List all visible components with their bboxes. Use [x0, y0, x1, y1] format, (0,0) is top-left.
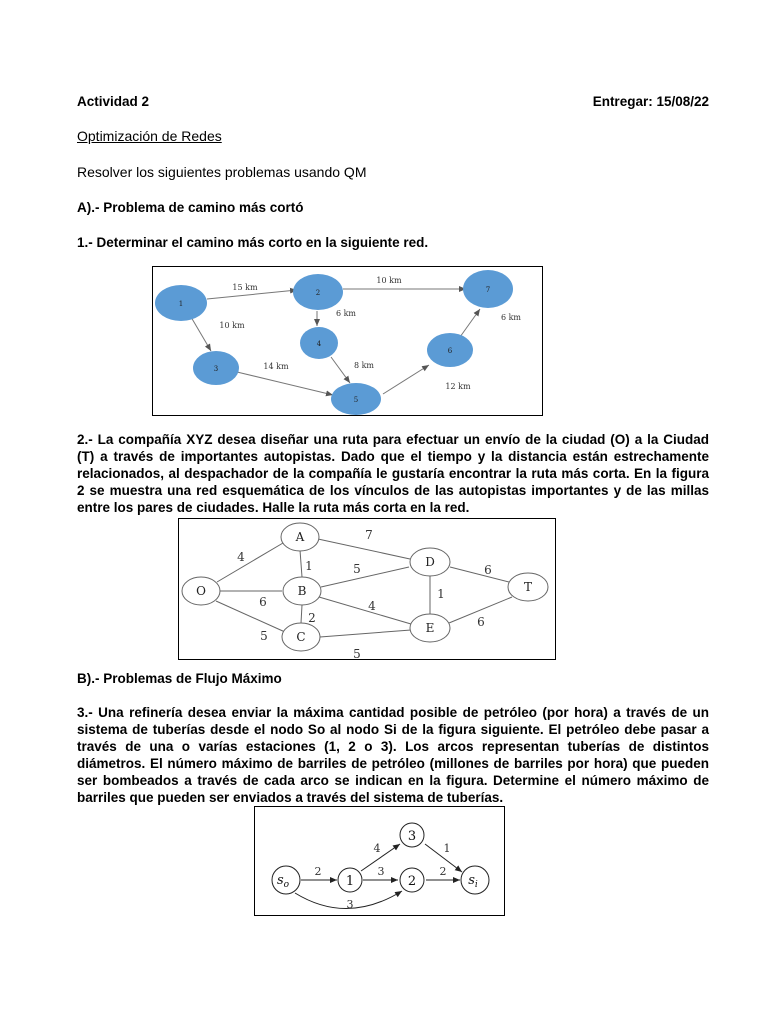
- problem-1-text: 1.- Determinar el camino más corto en la siguiente red.: [77, 235, 429, 250]
- edge-label-3-5: 14 km: [263, 362, 289, 371]
- node-C-label: C: [296, 630, 306, 644]
- node-4-label: 4: [316, 340, 322, 348]
- edge-D-T: [450, 567, 509, 582]
- edge-B-C: [301, 605, 302, 623]
- edge-label-1-2: 15 km: [232, 283, 258, 292]
- edge-label-1-3: 10 km: [219, 321, 245, 330]
- edge-label-1-2: 3: [377, 865, 385, 878]
- edge-label-B-C: 2: [308, 611, 316, 625]
- node-1-label: 1: [178, 300, 184, 308]
- node-si-label: $s_i$: [468, 873, 478, 890]
- node-1-label: 1: [345, 874, 355, 889]
- edge-B-E: [319, 597, 411, 624]
- edge-label-2-7: 10 km: [376, 276, 402, 285]
- node-E-label: E: [425, 621, 435, 635]
- problem-2-text: 2.- La compañía XYZ desea diseñar una ruta para efectuar un envío de la ciudad (O) a la Ciudad (T) a través de importantes autopistas. Dado que el tiempo y la distancia están estrechamente relacionados, al despachador de la compañía le gustaría encontrar la ruta más corta. En la figura 2 se muestra una red esquemática de los vínculos de las autopistas importantes y de las millas entre los pares de ciudades. Halle la ruta más corta en la red.: [77, 432, 709, 515]
- figure-3-flow-network: [254, 806, 505, 916]
- figure-1-network: [152, 266, 543, 416]
- edge-A-D: [318, 539, 410, 559]
- edge-label-B-D: 5: [353, 562, 361, 576]
- subtitle: Resolver los siguientes problemas usando QM: [77, 164, 367, 180]
- due-date: Entregar: 15/08/22: [592, 94, 709, 109]
- node-3-label: 3: [407, 829, 417, 844]
- edge-label-so-1: 2: [314, 865, 322, 878]
- edge-label-so-2: 3: [346, 898, 354, 911]
- edge-label-4-5: 8 km: [353, 361, 375, 370]
- node-2-label: 2: [315, 289, 321, 297]
- activity-label: Actividad 2: [77, 94, 150, 109]
- node-3-label: 3: [213, 365, 219, 373]
- node-7-label: 7: [485, 286, 491, 294]
- section-b-heading: B).- Problemas de Flujo Máximo: [77, 671, 282, 686]
- edge-label-O-C: 5: [260, 629, 268, 643]
- edge-O-A: [217, 543, 283, 582]
- edge-label-B-E: 4: [368, 599, 376, 613]
- node-A-label: A: [295, 530, 305, 544]
- edge-label-A-D: 7: [365, 528, 373, 542]
- figure-2-network: [178, 518, 556, 660]
- problem-3-text: 3.- Una refinería desea enviar la máxima cantidad posible de petróleo (por hora) a través de un sistema de tuberías desde el nodo So al nodo Si de la figura siguiente. El petróleo debe pasar a través de una o varías estaciones (1, 2 o 3). Los arcos representan tuberías de distintos diámetros. El número máximo de barriles de petróleo (millones de barriles por hora) que pueden ser bombeados a través de cada arco se indican en la figura. Determine el número máximo de barriles que pueden ser enviados a través del sistema de tuberías.: [77, 705, 709, 805]
- edge-label-2-si: 2: [439, 865, 447, 878]
- node-5-label: 5: [353, 396, 359, 404]
- edge-label-D-T: 6: [484, 563, 492, 577]
- page-title: Optimización de Redes: [77, 128, 222, 144]
- node-B-label: B: [297, 584, 307, 598]
- node-2-label: 2: [407, 874, 417, 889]
- edge-B-D: [321, 567, 409, 587]
- edge-6-7: [460, 309, 480, 337]
- edge-label-3-si: 1: [443, 842, 451, 855]
- edge-label-O-A: 4: [237, 550, 245, 564]
- edge-3-5: [237, 372, 333, 395]
- edge-label-D-E: 1: [437, 587, 445, 601]
- node-so-label: $s_o$: [276, 873, 290, 890]
- edge-label-5-6: 12 km: [445, 382, 471, 391]
- node-6-label: 6: [447, 347, 453, 355]
- edge-A-B: [300, 550, 302, 577]
- node-D-label: D: [425, 555, 435, 569]
- edge-5-6: [383, 365, 429, 394]
- node-O-label: O: [196, 584, 206, 598]
- edge-O-C: [216, 601, 285, 632]
- edge-label-1-3: 4: [373, 842, 381, 855]
- edge-label-6-7: 6 km: [500, 313, 522, 322]
- edge-1-3: [191, 317, 211, 351]
- edge-label-C-E: 5: [353, 647, 361, 659]
- edge-label-E-T: 6: [477, 615, 485, 629]
- node-T-label: T: [523, 580, 533, 594]
- edge-label-O-B: 6: [259, 595, 267, 609]
- edge-4-5: [331, 357, 350, 383]
- edge-label-2-4: 6 km: [335, 309, 357, 318]
- section-a-heading: A).- Problema de camino más cortó: [77, 200, 304, 215]
- edge-C-E: [320, 630, 411, 637]
- edge-label-A-B: 1: [305, 559, 313, 573]
